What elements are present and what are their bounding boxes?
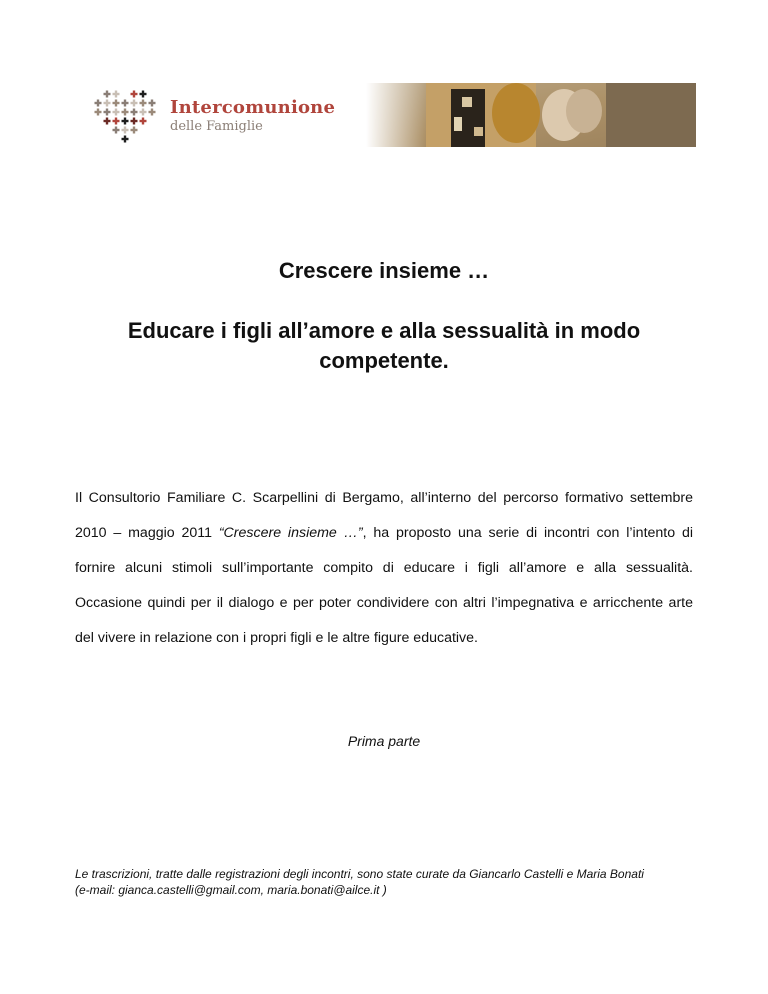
- logo-cross: [113, 100, 120, 107]
- logo-cross: [140, 100, 147, 107]
- heart-of-crosses-logo: [92, 89, 158, 145]
- credits-email-line: (e-mail: gianca.castelli@gmail.com, maria.bonati@ailce.it ): [75, 883, 387, 897]
- credits-line: Le trascrizioni, tratte dalle registrazioni degli incontri, sono state curate da Giancarlo Castelli e Maria Bonati: [75, 867, 644, 881]
- intro-quote: “Crescere insieme …”: [218, 525, 363, 541]
- logo-cross: [122, 100, 129, 107]
- logo-cross: [122, 127, 129, 134]
- logo-cross: [140, 109, 147, 116]
- intro-text-part2: , ha proposto una serie di incontri con l’intento di fornire alcuni stimoli sull’importante compito di educare i figli all’amore e alla sessualità. Occasione quindi per il dialogo e per poter condividere con altri l’impegnativa e arricchente arte del vivere in relazione con i propri figli e le altre figure educative.: [75, 525, 694, 646]
- logo-cross: [122, 109, 129, 116]
- logo-cross: [131, 100, 138, 107]
- brand-subtitle: delle Famiglie: [170, 119, 263, 134]
- logo-cross: [149, 100, 156, 107]
- logo-cross: [104, 100, 111, 107]
- logo-cross: [113, 127, 120, 134]
- logo-cross: [104, 109, 111, 116]
- intro-paragraph: [75, 481, 693, 656]
- logo-cross: [131, 91, 138, 98]
- logo-cross: [149, 109, 156, 116]
- logo-cross: [104, 91, 111, 98]
- logo-cross: [113, 109, 120, 116]
- logo-cross: [131, 118, 138, 125]
- logo-cross: [113, 91, 120, 98]
- logo-cross: [122, 118, 129, 125]
- logo-cross: [95, 109, 102, 116]
- document-title: Crescere insieme …: [278, 258, 490, 283]
- logo-cross: [122, 136, 129, 143]
- logo-cross: [95, 100, 102, 107]
- credits: [75, 866, 700, 898]
- logo-cross: [131, 109, 138, 116]
- logo-cross: [140, 91, 147, 98]
- logo-cross: [140, 118, 147, 125]
- document-subtitle: Educare i figli all’amore e alla sessualità in modo competente.: [127, 318, 641, 373]
- logo-cross: [113, 118, 120, 125]
- painting-banner-image: [366, 83, 696, 147]
- brand: [170, 97, 335, 135]
- brand-name: Intercomunione: [170, 97, 336, 118]
- logo-cross: [131, 127, 138, 134]
- header: [90, 83, 696, 147]
- logo-cross: [104, 118, 111, 125]
- section-label: Prima parte: [347, 733, 421, 749]
- intro-text-part1: Il Consultorio Familiare C. Scarpellini di Bergamo, all’interno del percorso formativo settembre 2010 – maggio 2011: [75, 490, 693, 541]
